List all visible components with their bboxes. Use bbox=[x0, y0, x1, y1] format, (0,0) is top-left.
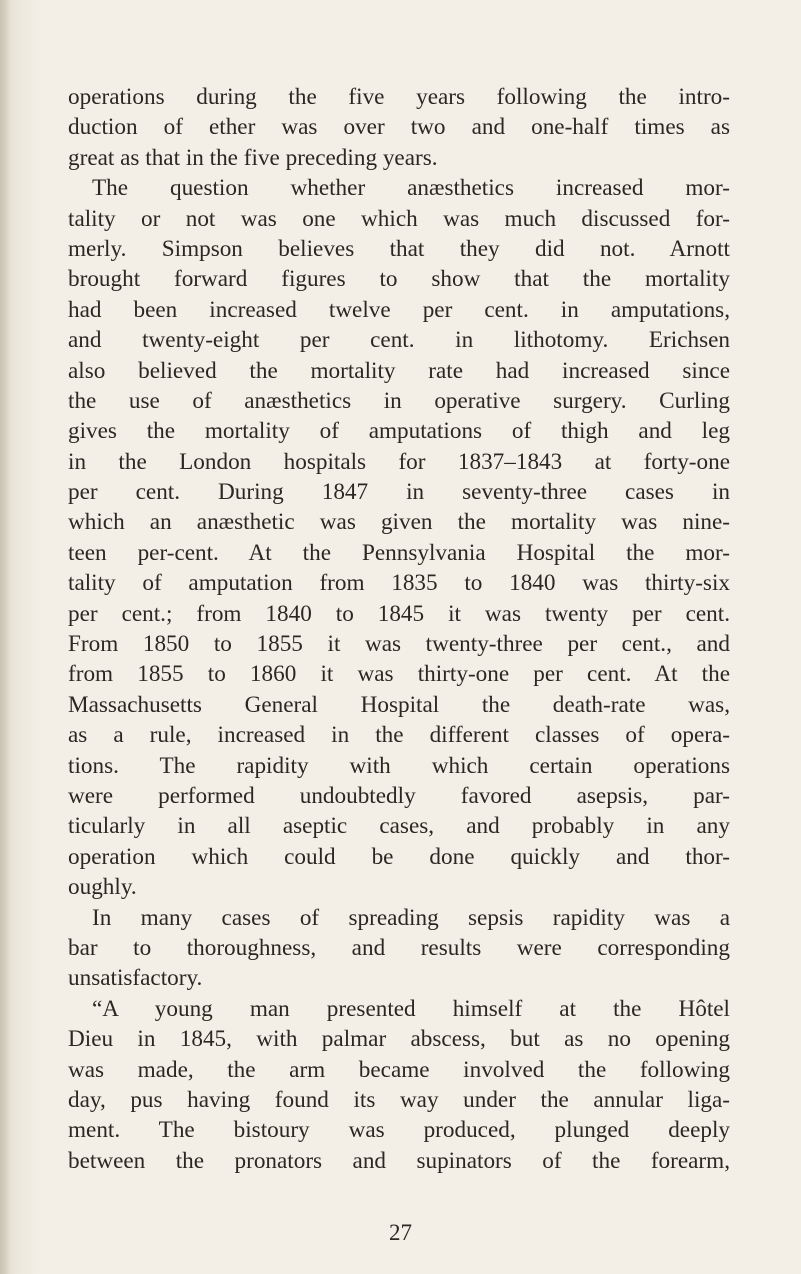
text-line: operations during the five years following the intro- bbox=[68, 84, 730, 110]
text-line: per cent. During 1847 in seventy-three cases in bbox=[68, 479, 730, 506]
text-line: From 1850 to 1855 it was twenty-three per cent., and bbox=[68, 631, 730, 658]
text-line: oughly. bbox=[68, 874, 137, 901]
text-line: bar to thoroughness, and results were corresponding bbox=[68, 934, 730, 961]
page-edge-shadow bbox=[0, 0, 10, 1274]
text-line: and twenty-eight per cent. in lithotomy. Erichsen bbox=[68, 327, 730, 354]
text-line: duction of ether was over two and one-half times as bbox=[68, 114, 730, 141]
text-line: great as that in the five preceding years. bbox=[68, 144, 438, 171]
text-line: ticularly in all aseptic cases, and probably in any bbox=[68, 813, 730, 840]
text-line: the use of anæsthetics in operative surgery. Curling bbox=[68, 387, 730, 414]
text-line: “A young man presented himself at the Hôtel bbox=[92, 995, 730, 1022]
text-line: had been increased twelve per cent. in amputations, bbox=[68, 296, 730, 323]
text-line: The question whether anæsthetics increased mor- bbox=[92, 175, 730, 202]
text-line: between the pronators and supinators of the forearm, bbox=[68, 1147, 730, 1174]
text-line: as a rule, increased in the different classes of opera- bbox=[68, 722, 730, 749]
text-line: tions. The rapidity with which certain operations bbox=[68, 752, 730, 779]
text-line: from 1855 to 1860 it was thirty-one per cent. At the bbox=[68, 661, 730, 688]
text-line: tality of amputation from 1835 to 1840 was thirty-six bbox=[68, 570, 730, 597]
text-line: In many cases of spreading sepsis rapidity was a bbox=[92, 904, 730, 931]
body-text bbox=[68, 82, 730, 1176]
text-line: merly. Simpson believes that they did not. Arnott bbox=[68, 235, 730, 262]
text-line: Massachusetts General Hospital the death-rate was, bbox=[68, 691, 730, 718]
text-line: was made, the arm became involved the following bbox=[68, 1056, 730, 1083]
text-line: tality or not was one which was much discussed for- bbox=[68, 205, 730, 232]
text-line: teen per-cent. At the Pennsylvania Hospital the mor- bbox=[68, 539, 730, 566]
page-number: 27 bbox=[389, 1220, 412, 1245]
text-line: also believed the mortality rate had increased since bbox=[68, 357, 730, 384]
text-line: operation which could be done quickly and thor- bbox=[68, 843, 730, 870]
text-line: were performed undoubtedly favored asepsis, par- bbox=[68, 782, 730, 809]
text-line: ment. The bistoury was produced, plunged deeply bbox=[68, 1117, 730, 1144]
text-line: gives the mortality of amputations of thigh and leg bbox=[68, 418, 730, 445]
text-line: unsatisfactory. bbox=[68, 965, 203, 992]
text-line: in the London hospitals for 1837–1843 at forty-one bbox=[68, 448, 730, 475]
text-line: day, pus having found its way under the annular liga- bbox=[68, 1086, 730, 1113]
text-line: which an anæsthetic was given the mortality was nine- bbox=[68, 509, 730, 536]
text-line: brought forward figures to show that the mortality bbox=[68, 266, 730, 293]
text-line: per cent.; from 1840 to 1845 it was twenty per cent. bbox=[68, 600, 730, 627]
text-line: Dieu in 1845, with palmar abscess, but as no opening bbox=[68, 1026, 730, 1053]
